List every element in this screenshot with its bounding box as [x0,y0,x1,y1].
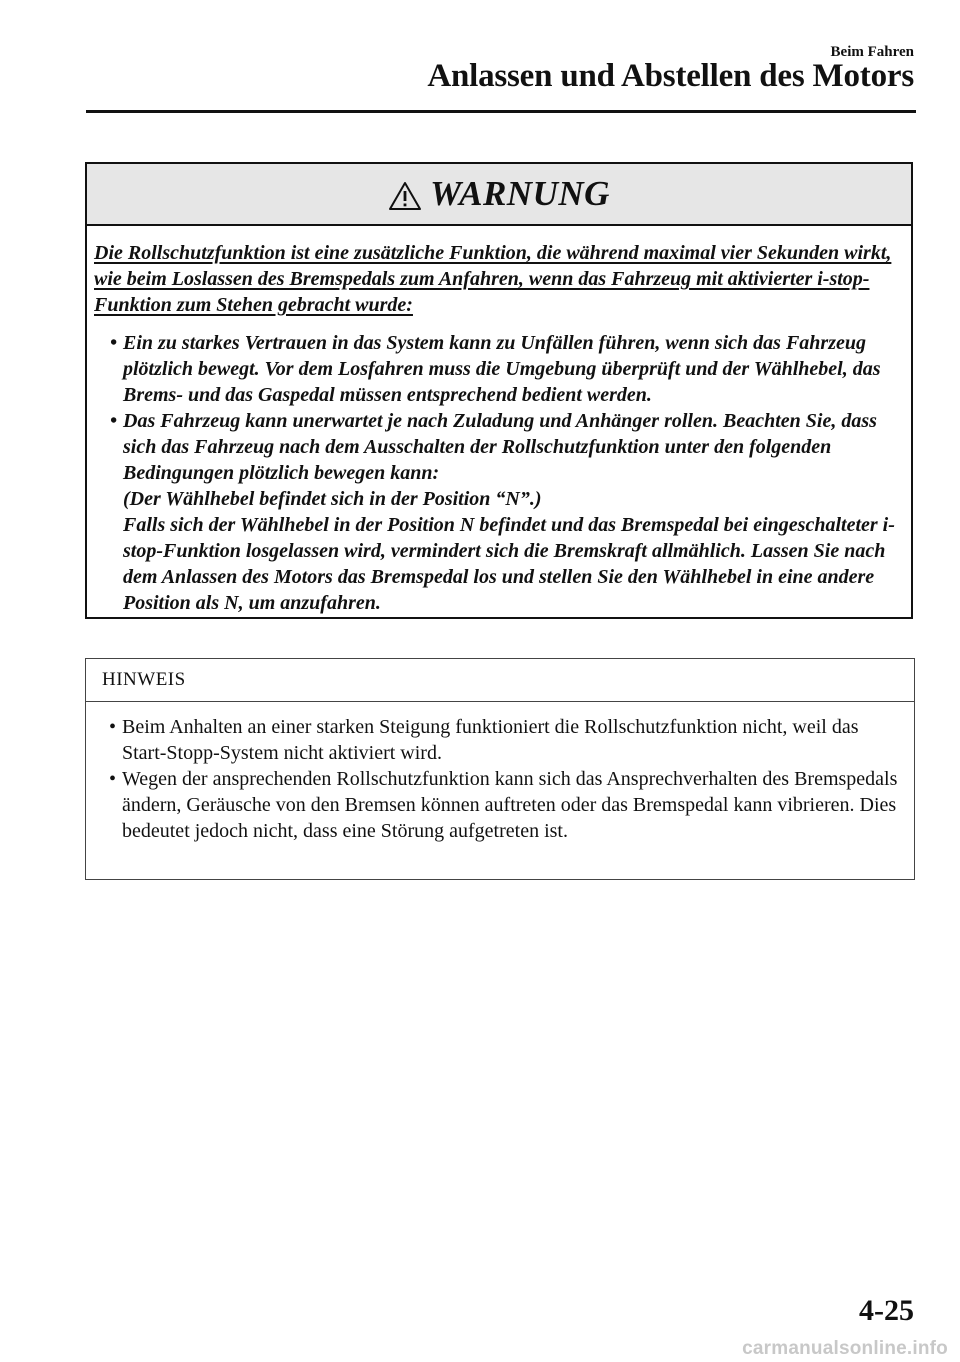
bullet-icon: • [109,768,117,790]
bullet-icon: • [110,332,118,354]
note-body [86,702,914,844]
note-item-text: Wegen der ansprechenden Rollschutzfunktion kann sich das Ansprechverhalten des Bremspedals ändern, Geräusche von den Bremsen können auftreten oder das Bremspedal kann vibrieren. Dies bedeutet jedoch nicht, dass eine Störung aufgetreten ist. [122,768,898,842]
note-header [86,659,914,702]
warning-item-text: Das Fahrzeug kann unerwartet je nach Zuladung und Anhänger rollen. Beachten Sie, dass sich das Fahrzeug nach dem Ausschalten der Rollschutzfunktion unter den folgenden Bedingungen plötzlich bewegen kann: [123,410,877,484]
warning-list [94,330,901,616]
warning-item-detail: Falls sich der Wählhebel in der Position N befindet und das Bremspedal bei eingeschalteter i-stop-Funktion losgelassen wird, vermindert sich die Bremskraft allmählich. Lassen Sie nach dem Anlassen des Motors das Bremspedal los und stellen Sie den Wählhebel in eine andere Position als N, um anzufahren. [123,514,895,614]
warning-label: WARNUNG [430,174,610,213]
warning-list-item [94,408,901,616]
warning-item-condition: (Der Wählhebel befindet sich in der Position “N”.) [123,488,542,510]
warning-intro: Die Rollschutzfunktion ist eine zusätzliche Funktion, die während maximal vier Sekunden wirkt, wie beim Loslassen des Bremspedals zum Anfahren, wenn das Fahrzeug mit aktivierter i-stop-Funktion zum Stehen gebracht wurde: [94,242,892,316]
note-label: HINWEIS [102,669,186,690]
note-item-text: Beim Anhalten an einer starken Steigung funktioniert die Rollschutzfunktion nicht, weil das Start-Stopp-System nicht aktiviert wird. [122,716,859,764]
note-list [93,714,902,844]
warning-list-item [94,330,901,408]
warning-box [85,162,913,619]
note-list-item [93,766,902,844]
warning-item-text: Ein zu starkes Vertrauen in das System kann zu Unfällen führen, wenn sich das Fahrzeug plötzlich bewegt. Vor dem Losfahren muss die Umgebung überprüft und der Wählhebel, das Brems- und das Gaspedal müssen entsprechend bedient werden. [123,332,881,406]
warning-triangle-icon [388,181,422,211]
bullet-icon: • [110,410,118,432]
note-list-item [93,714,902,766]
bullet-icon: • [109,716,117,738]
warning-body [87,226,911,616]
watermark: carmanualsonline.info [742,1338,948,1359]
section-name: Beim Fahren [830,44,914,60]
page-title: Anlassen und Abstellen des Motors [427,58,914,94]
note-box [85,658,915,880]
page-number: 4-25 [859,1294,914,1327]
header-divider [86,110,916,113]
warning-header [87,164,911,226]
